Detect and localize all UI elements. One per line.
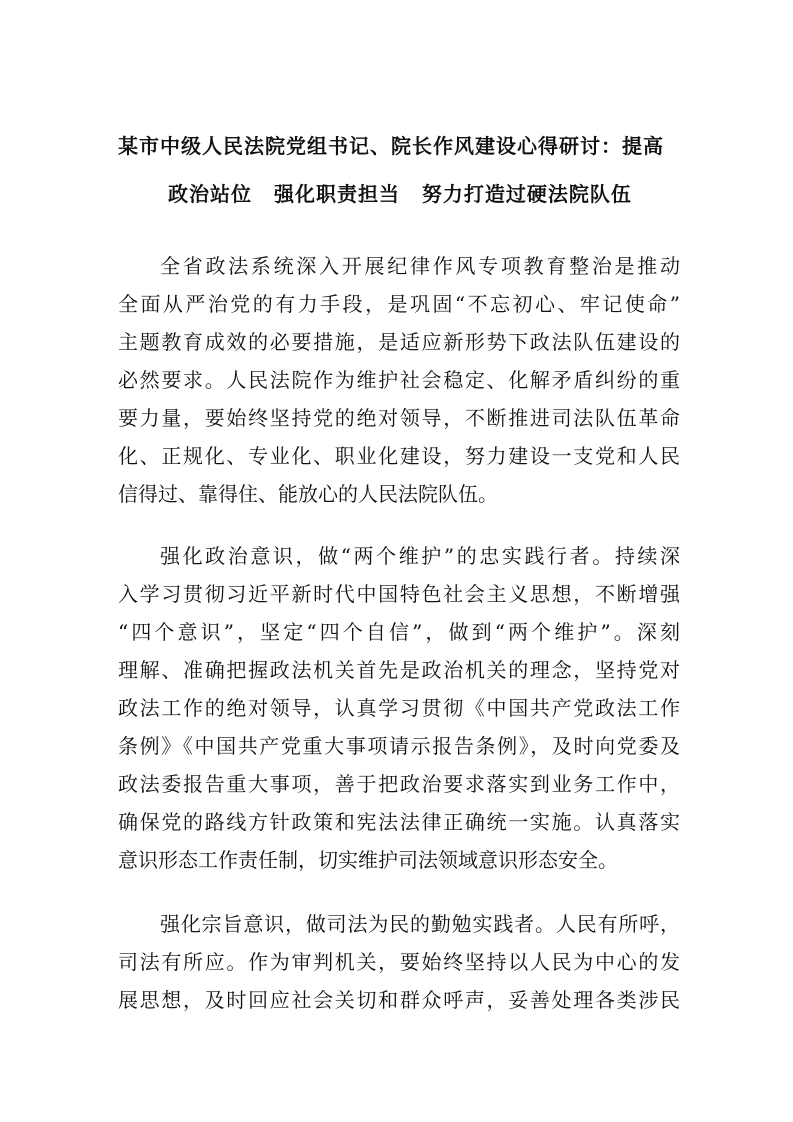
paragraph-1-line-4: 必然要求。人民法院作为维护社会稳定、化解矛盾纠纷的重 [118,368,680,392]
paragraph-1-line-5: 要力量，要始终坚持党的绝对领导，不断推进司法队伍革命 [118,406,680,430]
document-title-line-1: 某市中级人民法院党组书记、院长作风建设心得研讨：提高 [118,134,664,158]
paragraph-2-line-6: 条例》《中国共产党重大事项请示报告条例》，及时向党委及 [118,734,680,758]
paragraph-3-line-1: 强化宗旨意识，做司法为民的勤勉实践者。人民有所呼， [160,912,680,936]
paragraph-3-line-2: 司法有所应。作为审判机关，要始终坚持以人民为中心的发 [118,950,680,974]
paragraph-2-line-9: 意识形态工作责任制，切实维护司法领域意识形态安全。 [118,848,618,872]
paragraph-2-line-5: 政法工作的绝对领导，认真学习贯彻《中国共产党政法工作 [118,696,680,720]
paragraph-1-line-1: 全省政法系统深入开展纪律作风专项教育整治是推动 [160,254,680,278]
paragraph-1-line-7: 信得过、靠得住、能放心的人民法院队伍。 [118,482,498,506]
paragraph-3-line-3: 展思想，及时回应社会关切和群众呼声，妥善处理各类涉民 [118,988,680,1012]
paragraph-1-line-6: 化、正规化、专业化、职业化建设，努力建设一支党和人民 [118,444,680,468]
paragraph-2-line-2: 入学习贯彻习近平新时代中国特色社会主义思想，不断增强 [118,582,680,606]
paragraph-2-line-4: 理解、准确把握政法机关首先是政治机关的理念，坚持党对 [118,658,680,682]
paragraph-2-line-3: “四个意识”，坚定“四个自信”，做到“两个维护”。深刻 [118,620,680,644]
paragraph-2-line-1: 强化政治意识，做“两个维护”的忠实践行者。持续深 [160,544,680,568]
paragraph-2-line-7: 政法委报告重大事项，善于把政治要求落实到业务工作中， [118,772,680,796]
document-title-line-2: 政治站位 强化职责担当 努力打造过硬法院队伍 [168,182,632,206]
paragraph-1-line-3: 主题教育成效的必要措施，是适应新形势下政法队伍建设的 [118,330,680,354]
paragraph-1-line-2: 全面从严治党的有力手段，是巩固“不忘初心、牢记使命” [118,292,680,316]
paragraph-2-line-8: 确保党的路线方针政策和宪法法律正确统一实施。认真落实 [118,810,680,834]
